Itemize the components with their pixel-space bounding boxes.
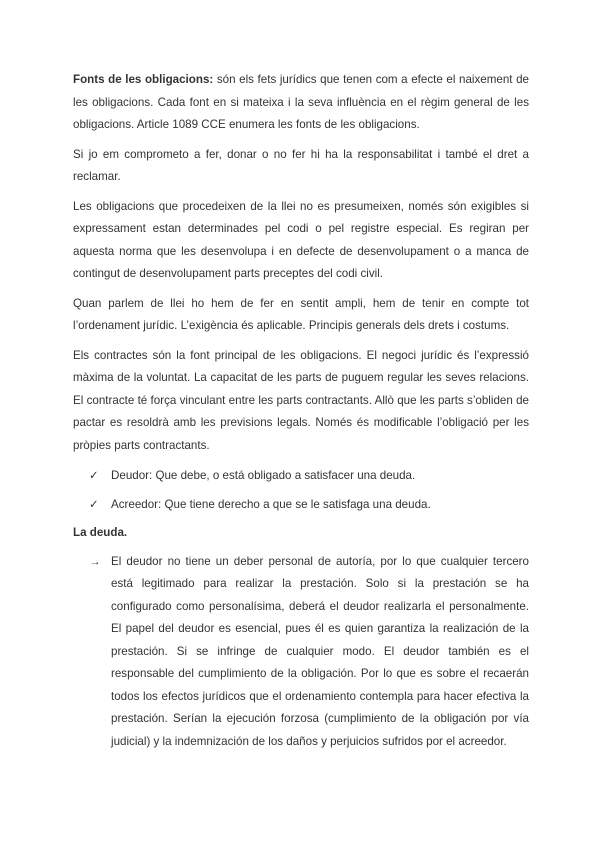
list-item-acreedor <box>73 494 529 517</box>
list-item-text: Deudor: Que debe, o está obligado a satisfacer una deuda. <box>111 469 416 482</box>
checkmark-icon: ✓ <box>89 497 99 511</box>
arrow-right-icon: → <box>89 554 101 568</box>
checkmark-icon: ✓ <box>89 469 99 482</box>
paragraph-compromis: Si jo em comprometo a fer, donar o no fer hi ha la responsabilitat i també el dret a reclamar. <box>73 147 529 183</box>
document-body <box>73 69 529 753</box>
lead-text: són els fets jurídics que tenen com a efecte el naixement de les obligacions. Cada font en si mateixa i la seva influència en el règim general de les obligacions. Article 1089 CCE enumera les fonts de les obligacions. <box>73 73 529 131</box>
list-item-deudor <box>73 465 529 488</box>
section-heading-deuda: La deuda. <box>73 526 128 539</box>
arrow-item-text: El deudor no tiene un deber personal de autoría, por lo que cualquier tercero está legitimado para realizar la prestación. Solo si la prestación se ha configurado como personalísima, deberá el deudor realizarla el personalmente. El papel del deudor es esencial, pues él es quien garantiza la realización de la prestación. Si se infringe de cualquier modo. El deudor también es el responsable del cumplimiento de la obligación. Por lo que es sobre el recaerán todos los efectos jurídicos que el ordenamiento contempla para hacer efectiva la prestación. Serían la ejecución forzosa (cumplimiento de la obligación por vía judicial) y la indemnización de los daños y perjuicios sufridos por el acreedor. <box>111 554 529 748</box>
arrow-list-item <box>73 551 529 754</box>
paragraph-contractes: Els contractes són la font principal de les obligacions. El negoci jurídic és l’expressió màxima de la voluntat. La capacitat de les parts de puguem regular les seves relacions. El contracte té força vinculant entre les parts contractants. Allò que les parts s’obliden de pactar es resoldrà amb les previsions legals. Només és modificable l’obligació per les pròpies parts contractants. <box>73 348 529 452</box>
paragraph-fonts-obligacions <box>73 69 529 137</box>
paragraph-ordenament: Quan parlem de llei ho hem de fer en sentit ampli, hem de tenir en compte tot l’ordenament jurídic. L’exigència és aplicable. Principis generals dels drets i costums. <box>73 296 529 332</box>
definitions-checklist <box>73 465 529 516</box>
list-item-text: Acreedor: Que tiene derecho a que se le satisfaga una deuda. <box>111 497 431 511</box>
lead-term: Fonts de les obligacions: <box>73 73 214 86</box>
paragraph-obligacions-llei: Les obligacions que procedeixen de la llei no es presumeixen, només són exigibles si expressament estan determinades pel codi o pel registre especial. Es regiran per aquesta norma que les desenvolupa i en defecte de desenvolupament o a manca de contingut de desenvolupament parts preceptes del codi civil. <box>73 199 529 280</box>
